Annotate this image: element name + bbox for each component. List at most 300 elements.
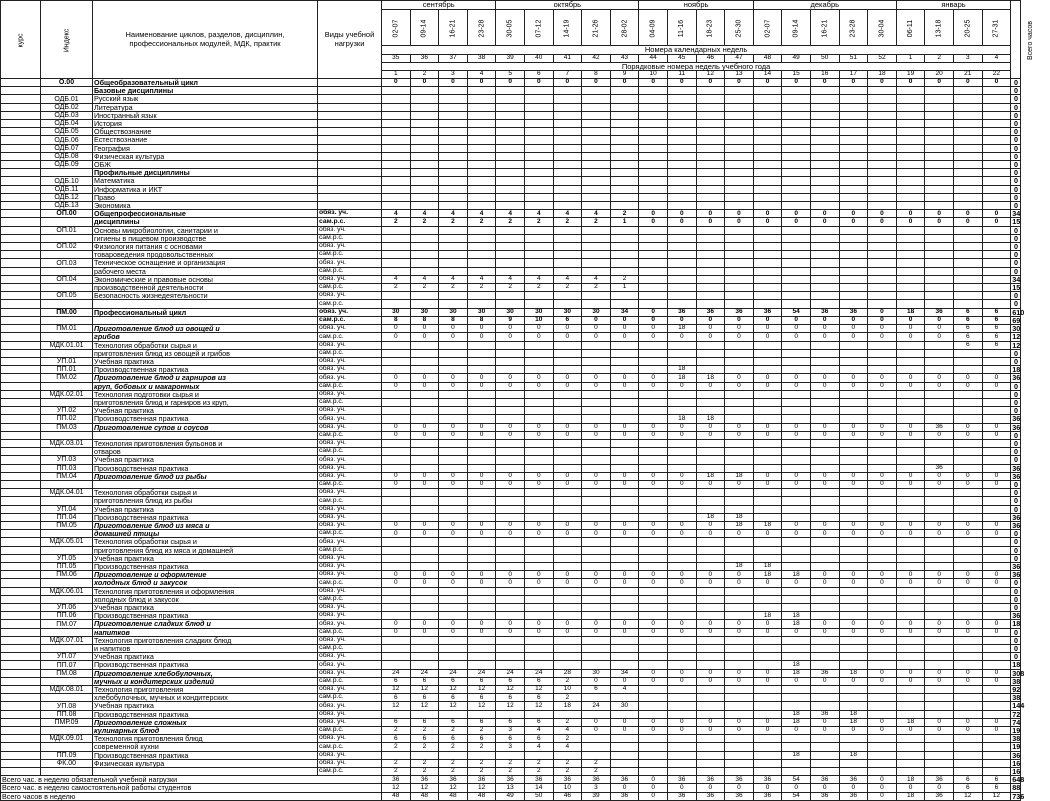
week-hours-cell [953,710,982,718]
week-hours-cell [639,464,668,472]
week-hours-cell: 0 [896,669,925,677]
week-hours-cell: 18 [782,669,811,677]
week-hours-cell [553,612,582,620]
week-hours-cell: 6 [982,325,1011,333]
table-row [1,620,1021,628]
week-hours-cell [725,243,754,251]
week-hours-cell [725,546,754,554]
week-hours-cell [582,554,611,562]
week-hours-cell [753,439,782,447]
week-hours-cell [496,513,525,521]
table-row [1,341,1021,349]
week-hours-cell [667,226,696,234]
week-hours-cell: 0 [639,784,668,792]
week-hours-cell: 0 [725,431,754,439]
calendar-week-number: 3 [953,54,982,62]
week-hours-cell: 0 [496,480,525,488]
week-hours-cell [696,398,725,406]
week-hours-cell [896,341,925,349]
week-hours-cell [467,538,496,546]
week-hours-cell: 0 [582,472,611,480]
week-hours-cell [524,226,553,234]
row-name: Учебная практика [93,357,318,365]
row-total: 0 [1011,202,1021,210]
week-hours-cell [782,366,811,374]
week-hours-cell [410,439,439,447]
week-hours-cell [410,267,439,275]
week-hours-cell: 0 [696,718,725,726]
table-row [1,702,1021,710]
week-hours-cell: 0 [639,423,668,431]
week-hours-cell: 0 [868,776,897,784]
kurs-cell [1,636,41,644]
week-hours-cell [667,407,696,415]
week-hours-cell [610,694,639,702]
week-hours-cell [925,554,954,562]
kurs-cell [1,95,41,103]
week-hours-cell: 0 [868,718,897,726]
week-hours-cell: 0 [868,218,897,226]
week-hours-cell: 0 [925,579,954,587]
week-hours-cell [582,243,611,251]
week-hours-cell [439,177,468,185]
week-hours-cell [982,595,1011,603]
week-hours-cell [410,538,439,546]
week-hours-cell [839,653,868,661]
row-name: Профессиональный цикл [93,308,318,316]
week-hours-cell [667,259,696,267]
week-hours-cell [439,497,468,505]
kurs-cell [1,415,41,423]
week-hours-cell [639,702,668,710]
week-hours-cell [553,489,582,497]
week-hours-cell: 6 [982,341,1011,349]
week-hours-cell: 0 [553,374,582,382]
week-hours-cell [467,267,496,275]
week-hours-cell [896,735,925,743]
week-hours-cell: 18 [725,521,754,529]
week-hours-cell: 10 [524,316,553,324]
week-hours-cell [953,136,982,144]
row-load-type [318,120,382,128]
week-hours-cell: 0 [982,431,1011,439]
week-hours-cell: 0 [382,521,411,529]
week-hours-cell [925,275,954,283]
week-hours-cell [925,735,954,743]
week-hours-cell [639,554,668,562]
week-hours-cell [639,193,668,201]
week-hours-cell [667,554,696,562]
week-hours-cell [410,152,439,160]
table-row [1,152,1021,160]
week-hours-cell [524,169,553,177]
week-hours-cell [810,111,839,119]
week-hours-cell [496,152,525,160]
week-hours-cell [467,415,496,423]
week-hours-cell: 4 [524,743,553,751]
week-hours-cell [953,645,982,653]
row-name: Математика [93,177,318,185]
week-hours-cell [725,595,754,603]
week-hours-cell [410,300,439,308]
week-hours-cell [382,152,411,160]
week-hours-cell: 0 [725,325,754,333]
week-hours-cell: 36 [553,776,582,784]
week-hours-cell [982,251,1011,259]
row-total: 0 [1011,357,1021,365]
week-hours-cell [753,243,782,251]
week-hours-cell [868,292,897,300]
row-load-type: сам.р.с. [318,316,382,324]
week-hours-cell: 0 [439,382,468,390]
week-hours-cell [410,448,439,456]
week-hours-cell: 2 [496,768,525,776]
week-hours-cell [896,87,925,95]
kurs-cell [1,759,41,767]
week-hours-cell [639,259,668,267]
table-row [1,325,1021,333]
week-hours-cell [782,185,811,193]
week-hours-cell: 4 [382,275,411,283]
week-hours-cell: 0 [639,579,668,587]
row-index [41,595,93,603]
week-hours-cell: 18 [782,612,811,620]
week-hours-cell [382,587,411,595]
week-hours-cell [725,439,754,447]
week-hours-cell [753,185,782,193]
week-hours-cell [639,653,668,661]
row-name: Учебная практика [93,456,318,464]
week-hours-cell [982,604,1011,612]
week-hours-cell: 2 [553,677,582,685]
week-hours-cell: 0 [639,79,668,87]
row-name: круп, бобовых и макаронных [93,382,318,390]
week-hours-cell: 0 [953,571,982,579]
week-hours-cell [725,759,754,767]
row-name: Приготовление сладких блюд и [93,620,318,628]
week-hours-cell [553,292,582,300]
week-hours-cell: 0 [753,628,782,636]
week-hours-cell [639,562,668,570]
week-hours-cell [868,751,897,759]
week-hours-cell: 0 [810,382,839,390]
week-hours-cell [667,448,696,456]
week-hours-cell [467,505,496,513]
row-name: История [93,120,318,128]
week-hours-cell: 0 [839,620,868,628]
week-hours-cell: 0 [610,79,639,87]
week-hours-cell [639,300,668,308]
week-hours-cell: 18 [725,562,754,570]
week-hours-cell: 0 [639,374,668,382]
row-total: 0 [1011,546,1021,554]
week-hours-cell: 18 [839,718,868,726]
week-hours-cell [725,743,754,751]
week-hours-cell: 0 [810,374,839,382]
week-hours-cell: 0 [467,472,496,480]
week-hours-cell [524,439,553,447]
week-hours-cell [810,169,839,177]
table-row [1,579,1021,587]
week-hours-cell: 0 [868,620,897,628]
week-hours-cell: 8 [382,316,411,324]
week-hours-cell: 0 [982,579,1011,587]
week-date-range-label: 09-14 [792,19,800,37]
week-hours-cell [582,407,611,415]
week-hours-cell [410,349,439,357]
week-hours-cell [639,357,668,365]
week-hours-cell [868,144,897,152]
row-load-type: сам.р.с. [318,234,382,242]
week-hours-cell: 0 [696,431,725,439]
week-hours-cell: 2 [582,218,611,226]
week-hours-cell [467,251,496,259]
week-hours-cell [982,636,1011,644]
week-hours-cell [667,103,696,111]
week-hours-cell [753,415,782,423]
week-hours-cell [524,87,553,95]
week-hours-cell: 0 [753,423,782,431]
week-hours-cell: 24 [582,702,611,710]
kurs-cell [1,628,41,636]
week-hours-cell [782,554,811,562]
week-date-range-label: 06-11 [907,19,915,37]
week-hours-cell [582,259,611,267]
week-date-range [696,10,725,46]
row-load-type: сам.р.с. [318,349,382,357]
week-hours-cell: 48 [382,792,411,800]
week-hours-cell [839,439,868,447]
week-hours-cell [639,415,668,423]
week-hours-cell [696,193,725,201]
week-hours-cell [439,128,468,136]
week-hours-cell: 6 [982,333,1011,341]
week-hours-cell [782,226,811,234]
week-hours-cell: 0 [782,431,811,439]
week-hours-cell [753,366,782,374]
week-hours-cell: 0 [982,374,1011,382]
week-hours-cell: 0 [810,521,839,529]
week-hours-cell: 2 [553,218,582,226]
week-hours-cell: 0 [953,620,982,628]
calendar-week-number: 35 [382,54,411,62]
week-hours-cell [524,546,553,554]
week-hours-cell [925,152,954,160]
row-name: Учебная практика [93,653,318,661]
row-load-type: обяз. уч. [318,226,382,234]
week-hours-cell [982,538,1011,546]
week-hours-cell [610,751,639,759]
week-hours-cell [639,759,668,767]
week-hours-cell [753,513,782,521]
week-hours-cell [725,505,754,513]
week-hours-cell [553,439,582,447]
week-hours-cell: 6 [524,718,553,726]
week-hours-cell [839,251,868,259]
row-name: напитков [93,628,318,636]
table-row [1,136,1021,144]
row-index [41,218,93,226]
week-hours-cell: 0 [410,79,439,87]
week-hours-cell: 36 [667,308,696,316]
week-hours-cell [582,87,611,95]
week-hours-cell [696,144,725,152]
week-hours-cell: 0 [925,718,954,726]
week-hours-cell: 36 [524,776,553,784]
week-hours-cell [696,464,725,472]
week-hours-cell: 0 [953,677,982,685]
week-hours-cell: 6 [953,333,982,341]
week-hours-cell [982,185,1011,193]
week-hours-cell [667,710,696,718]
week-hours-cell: 4 [467,210,496,218]
row-total: 36 [1012,570,1021,580]
week-hours-cell [410,497,439,505]
row-total: 0 [1011,79,1021,87]
ordinal-week-number: 20 [925,71,954,79]
row-load-type: обяз. уч. [318,636,382,644]
week-hours-cell: 0 [410,579,439,587]
week-hours-cell [810,497,839,505]
week-hours-cell [410,710,439,718]
week-hours-cell: 0 [667,718,696,726]
week-hours-cell [467,234,496,242]
week-hours-cell [753,103,782,111]
week-hours-cell: 0 [839,530,868,538]
row-index: ОДБ.05 [41,128,93,136]
week-hours-cell [582,234,611,242]
week-hours-cell: 0 [667,210,696,218]
week-hours-cell: 0 [896,325,925,333]
week-hours-cell: 36 [467,776,496,784]
week-hours-cell [610,595,639,603]
week-hours-cell: 12 [524,702,553,710]
row-load-type: обяз. уч. [318,653,382,661]
week-hours-cell: 0 [753,472,782,480]
row-index: УП.07 [41,653,93,661]
row-name: Технология приготовления [93,686,318,694]
week-hours-cell: 0 [553,325,582,333]
ordinal-week-number: 13 [725,71,754,79]
row-load-type: сам.р.с. [318,743,382,751]
week-hours-cell [868,415,897,423]
week-hours-cell [782,161,811,169]
week-hours-cell: 36 [382,776,411,784]
week-hours-cell [982,562,1011,570]
week-hours-cell [582,448,611,456]
week-hours-cell [810,505,839,513]
week-hours-cell [753,407,782,415]
week-hours-cell [782,234,811,242]
week-hours-cell [496,177,525,185]
week-hours-cell [868,398,897,406]
week-hours-cell [553,505,582,513]
week-hours-cell: 0 [582,325,611,333]
week-hours-cell [896,546,925,554]
week-hours-cell [524,661,553,669]
week-hours-cell [782,259,811,267]
week-hours-cell [610,152,639,160]
table-row [1,128,1021,136]
week-hours-cell: 2 [553,768,582,776]
week-hours-cell: 0 [582,727,611,735]
week-hours-cell: 49 [496,792,525,800]
week-hours-cell [467,185,496,193]
row-load-type: обяз. уч. [318,505,382,513]
week-hours-cell [953,87,982,95]
week-hours-cell [725,120,754,128]
week-hours-cell: 36 [610,776,639,784]
week-hours-cell [868,538,897,546]
week-hours-cell [382,87,411,95]
row-index: МДК.04.01 [41,489,93,497]
week-hours-cell: 0 [439,472,468,480]
table-row [1,456,1021,464]
week-hours-cell [753,636,782,644]
week-hours-cell [925,243,954,251]
week-hours-cell: 50 [524,792,553,800]
week-hours-cell: 0 [496,521,525,529]
week-hours-cell [925,292,954,300]
week-hours-cell [982,95,1011,103]
row-name: Обществознание [93,128,318,136]
week-hours-cell: 0 [553,382,582,390]
week-hours-cell: 0 [839,727,868,735]
week-hours-cell [467,636,496,644]
week-hours-cell [810,743,839,751]
kurs-cell [1,251,41,259]
kurs-cell [1,407,41,415]
week-hours-cell [639,177,668,185]
week-hours-cell: 0 [639,325,668,333]
row-index: ПМ.07 [41,620,93,628]
week-hours-cell [696,357,725,365]
week-hours-cell [725,169,754,177]
week-hours-cell [782,464,811,472]
week-hours-cell [868,120,897,128]
row-name: Русский язык [93,95,318,103]
week-hours-cell [810,751,839,759]
week-hours-cell: 0 [782,521,811,529]
row-load-type: обяз. уч. [318,562,382,570]
week-hours-cell [496,546,525,554]
week-hours-cell [439,357,468,365]
calendar-week-number: 44 [639,54,668,62]
week-hours-cell [582,267,611,275]
week-hours-cell: 0 [410,571,439,579]
row-name: современной кухни [93,743,318,751]
week-hours-cell: 0 [467,620,496,628]
week-hours-cell [467,456,496,464]
week-hours-cell [953,390,982,398]
week-hours-cell: 0 [868,579,897,587]
week-hours-cell: 0 [524,431,553,439]
week-hours-cell [582,292,611,300]
week-hours-cell [639,694,668,702]
row-load-type: обяз. уч. [318,357,382,365]
summary-label: Всего час. в неделю самостоятельной работы студентов [1,784,382,792]
week-hours-cell [982,768,1011,776]
header-kurs-label: курс [17,33,24,47]
row-name: приготовления блюд из рыбы [93,497,318,505]
week-hours-cell [524,136,553,144]
week-hours-cell [467,513,496,521]
week-hours-cell [782,128,811,136]
week-hours-cell [896,259,925,267]
month-header: январь [896,1,1010,10]
week-hours-cell [667,546,696,554]
week-hours-cell [696,95,725,103]
